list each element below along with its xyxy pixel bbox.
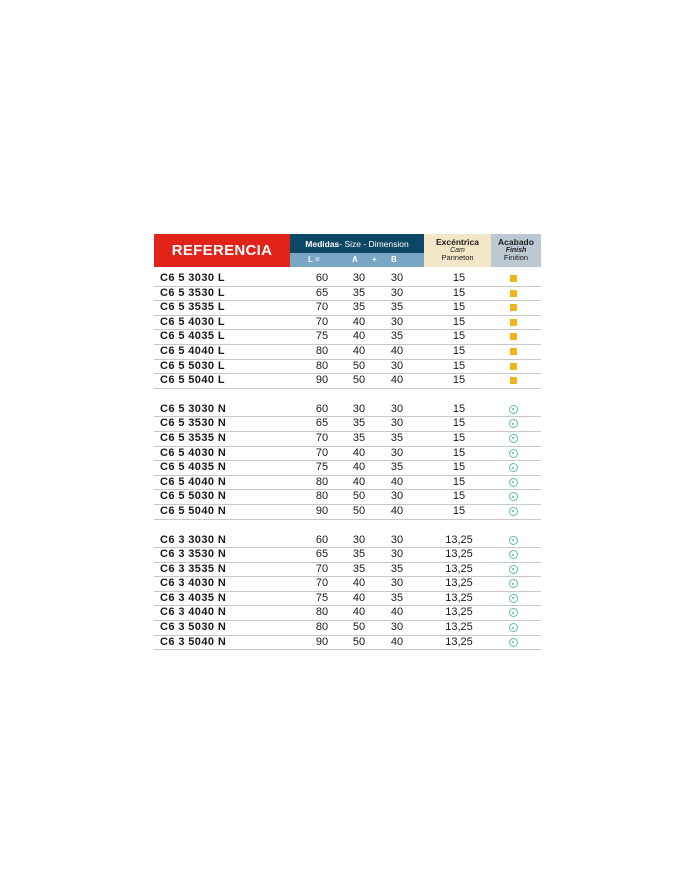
zinc-circle-icon <box>509 550 518 559</box>
cell-a: 50 <box>352 490 366 503</box>
cell-l: 80 <box>315 621 329 634</box>
cell-reference: C6 3 4030 N <box>160 577 227 590</box>
reference-table <box>154 234 541 650</box>
cell-reference: C6 3 5030 N <box>160 621 227 634</box>
cell-l: 70 <box>315 315 329 328</box>
cell-reference: C6 5 3530 N <box>160 417 227 430</box>
table-row <box>154 461 541 476</box>
cell-reference: C6 5 4035 L <box>160 330 225 343</box>
gold-square-icon <box>510 319 517 326</box>
cell-reference: C6 3 3530 N <box>160 548 227 561</box>
header-fin-fr: Finition <box>503 253 529 263</box>
cell-a: 50 <box>352 635 366 648</box>
cell-a: 35 <box>352 286 366 299</box>
gold-square-icon <box>510 333 517 340</box>
cell-b: 30 <box>390 417 404 430</box>
header-col-plus: + <box>372 255 377 264</box>
cell-finish <box>506 447 520 460</box>
cell-a: 50 <box>352 374 366 387</box>
cell-cam: 15 <box>452 461 466 474</box>
cell-finish <box>506 563 520 576</box>
cell-finish <box>506 287 520 300</box>
cell-a: 35 <box>352 417 366 430</box>
table-row <box>154 577 541 592</box>
cell-l: 60 <box>315 533 329 546</box>
cell-b: 30 <box>390 359 404 372</box>
cell-cam: 15 <box>452 301 466 314</box>
gold-square-icon <box>510 377 517 384</box>
cell-reference: C6 5 3535 N <box>160 431 227 444</box>
cell-finish <box>506 577 520 590</box>
cell-l: 60 <box>315 402 329 415</box>
header-cam-fr: Panneton <box>441 253 474 263</box>
cell-b: 40 <box>390 475 404 488</box>
cell-l: 75 <box>315 461 329 474</box>
header-excentrica <box>424 234 491 267</box>
cell-cam: 15 <box>452 344 466 357</box>
cell-b: 30 <box>390 533 404 546</box>
cell-a: 30 <box>352 272 366 284</box>
cell-finish <box>506 316 520 329</box>
header-medidas-bold: Medidas <box>305 238 340 249</box>
table-row <box>154 592 541 607</box>
cell-b: 30 <box>390 402 404 415</box>
cell-a: 30 <box>352 533 366 546</box>
cell-b: 30 <box>390 446 404 459</box>
cell-l: 70 <box>315 562 329 575</box>
cell-l: 80 <box>315 359 329 372</box>
table-row <box>154 636 541 651</box>
header-dimension-columns <box>290 253 424 267</box>
cell-l: 80 <box>315 344 329 357</box>
cell-b: 30 <box>390 286 404 299</box>
zinc-circle-icon <box>509 419 518 428</box>
header-acabado <box>491 234 541 267</box>
zinc-circle-icon <box>509 478 518 487</box>
table-row <box>154 548 541 563</box>
cell-l: 75 <box>315 330 329 343</box>
cell-b: 40 <box>390 635 404 648</box>
zinc-circle-icon <box>509 463 518 472</box>
table-row <box>154 345 541 360</box>
header-cam-es: Excéntrica <box>436 237 479 247</box>
cell-l: 70 <box>315 577 329 590</box>
table-row <box>154 447 541 462</box>
table-row <box>154 432 541 447</box>
row-group <box>154 403 541 520</box>
zinc-circle-icon <box>509 492 518 501</box>
cell-b: 30 <box>390 548 404 561</box>
cell-reference: C6 5 5040 N <box>160 504 227 517</box>
cell-cam: 13,25 <box>445 548 473 561</box>
header-fin-en: Finish <box>505 246 527 254</box>
cell-cam: 13,25 <box>445 591 473 604</box>
cell-finish <box>506 301 520 314</box>
cell-cam: 15 <box>452 330 466 343</box>
cell-l: 80 <box>315 606 329 619</box>
cell-reference: C6 3 3535 N <box>160 562 227 575</box>
cell-finish <box>506 505 520 518</box>
zinc-circle-icon <box>509 507 518 516</box>
cell-a: 30 <box>352 402 366 415</box>
cell-a: 40 <box>352 606 366 619</box>
cell-reference: C6 5 3030 N <box>160 402 227 415</box>
cell-a: 35 <box>352 562 366 575</box>
row-group <box>154 272 541 389</box>
cell-reference: C6 3 3030 N <box>160 533 227 546</box>
cell-finish <box>506 374 520 387</box>
row-group <box>154 534 541 651</box>
table-row <box>154 505 541 520</box>
cell-reference: C6 5 5030 L <box>160 359 225 372</box>
cell-reference: C6 5 3530 L <box>160 286 225 299</box>
cell-l: 70 <box>315 431 329 444</box>
cell-finish <box>506 417 520 430</box>
cell-reference: C6 5 3535 L <box>160 301 225 314</box>
table-row <box>154 606 541 621</box>
gold-square-icon <box>510 348 517 355</box>
cell-b: 35 <box>390 591 404 604</box>
gold-square-icon <box>510 290 517 297</box>
cell-b: 30 <box>390 272 404 284</box>
cell-a: 40 <box>352 591 366 604</box>
cell-a: 50 <box>352 504 366 517</box>
cell-reference: C6 5 4030 N <box>160 446 227 459</box>
cell-a: 50 <box>352 359 366 372</box>
cell-finish <box>506 461 520 474</box>
cell-reference: C6 5 5030 N <box>160 490 227 503</box>
header-col-b: B <box>391 255 397 264</box>
cell-cam: 15 <box>452 490 466 503</box>
cell-finish <box>506 606 520 619</box>
table-body <box>154 272 541 650</box>
cell-cam: 15 <box>452 475 466 488</box>
cell-cam: 15 <box>452 431 466 444</box>
table-row <box>154 403 541 418</box>
table-row <box>154 330 541 345</box>
table-row <box>154 534 541 549</box>
zinc-circle-icon <box>509 594 518 603</box>
cell-l: 80 <box>315 490 329 503</box>
cell-finish <box>506 548 520 561</box>
table-row <box>154 301 541 316</box>
cell-cam: 15 <box>452 272 466 284</box>
cell-cam: 13,25 <box>445 621 473 634</box>
table-row <box>154 360 541 375</box>
cell-a: 40 <box>352 475 366 488</box>
gold-square-icon <box>510 275 517 282</box>
cell-a: 35 <box>352 301 366 314</box>
header-referencia: REFERENCIA <box>154 234 290 267</box>
cell-b: 30 <box>390 490 404 503</box>
cell-b: 40 <box>390 606 404 619</box>
zinc-circle-icon <box>509 434 518 443</box>
cell-reference: C6 5 4040 N <box>160 475 227 488</box>
cell-l: 75 <box>315 591 329 604</box>
cell-cam: 15 <box>452 374 466 387</box>
zinc-circle-icon <box>509 449 518 458</box>
table-row <box>154 563 541 578</box>
cell-finish <box>506 403 520 416</box>
header-col-a: A <box>352 255 358 264</box>
header-medidas-rest: - Size - Dimension <box>339 238 409 249</box>
cell-cam: 15 <box>452 446 466 459</box>
cell-finish <box>506 476 520 489</box>
cell-b: 30 <box>390 315 404 328</box>
cell-finish <box>506 621 520 634</box>
cell-a: 35 <box>352 431 366 444</box>
zinc-circle-icon <box>509 405 518 414</box>
cell-finish <box>506 345 520 358</box>
cell-b: 35 <box>390 562 404 575</box>
cell-finish <box>506 534 520 547</box>
gold-square-icon <box>510 363 517 370</box>
cell-b: 30 <box>390 621 404 634</box>
table-row <box>154 476 541 491</box>
cell-finish <box>506 360 520 373</box>
cell-cam: 15 <box>452 402 466 415</box>
cell-cam: 15 <box>452 504 466 517</box>
header-medidas-title <box>290 234 424 253</box>
cell-reference: C6 5 4040 L <box>160 344 225 357</box>
cell-cam: 13,25 <box>445 635 473 648</box>
cell-b: 35 <box>390 461 404 474</box>
cell-reference: C6 5 4035 N <box>160 461 227 474</box>
cell-reference: C6 5 3030 L <box>160 272 225 284</box>
cell-a: 35 <box>352 548 366 561</box>
cell-l: 70 <box>315 446 329 459</box>
zinc-circle-icon <box>509 565 518 574</box>
cell-reference: C6 5 4030 L <box>160 315 225 328</box>
cell-reference: C6 3 5040 N <box>160 635 227 648</box>
table-row <box>154 316 541 331</box>
zinc-circle-icon <box>509 536 518 545</box>
cell-cam: 13,25 <box>445 533 473 546</box>
cell-a: 40 <box>352 461 366 474</box>
cell-b: 40 <box>390 504 404 517</box>
cell-reference: C6 3 4040 N <box>160 606 227 619</box>
cell-a: 50 <box>352 621 366 634</box>
cell-cam: 13,25 <box>445 606 473 619</box>
cell-b: 35 <box>390 431 404 444</box>
cell-finish <box>506 592 520 605</box>
table-row <box>154 621 541 636</box>
cell-l: 65 <box>315 286 329 299</box>
cell-b: 40 <box>390 374 404 387</box>
cell-a: 40 <box>352 344 366 357</box>
cell-l: 65 <box>315 548 329 561</box>
cell-cam: 15 <box>452 417 466 430</box>
header-cam-en: Cam <box>450 246 465 254</box>
cell-cam: 15 <box>452 315 466 328</box>
cell-finish <box>506 490 520 503</box>
header-fin-es: Acabado <box>498 237 534 247</box>
cell-a: 40 <box>352 330 366 343</box>
cell-cam: 15 <box>452 359 466 372</box>
cell-a: 40 <box>352 577 366 590</box>
cell-a: 40 <box>352 446 366 459</box>
gold-square-icon <box>510 304 517 311</box>
cell-finish <box>506 272 520 285</box>
zinc-circle-icon <box>509 608 518 617</box>
cell-l: 70 <box>315 301 329 314</box>
table-row <box>154 272 541 287</box>
zinc-circle-icon <box>509 579 518 588</box>
cell-cam: 13,25 <box>445 577 473 590</box>
cell-a: 40 <box>352 315 366 328</box>
table-row <box>154 490 541 505</box>
cell-l: 90 <box>315 635 329 648</box>
cell-b: 35 <box>390 301 404 314</box>
cell-finish <box>506 432 520 445</box>
cell-cam: 15 <box>452 286 466 299</box>
cell-reference: C6 3 4035 N <box>160 591 227 604</box>
cell-l: 60 <box>315 272 329 284</box>
cell-l: 65 <box>315 417 329 430</box>
cell-cam: 13,25 <box>445 562 473 575</box>
zinc-circle-icon <box>509 638 518 647</box>
zinc-circle-icon <box>509 623 518 632</box>
cell-b: 30 <box>390 577 404 590</box>
cell-b: 35 <box>390 330 404 343</box>
cell-l: 90 <box>315 374 329 387</box>
cell-finish <box>506 636 520 649</box>
table-row <box>154 374 541 389</box>
table-row <box>154 417 541 432</box>
header-col-l: L = <box>308 255 320 264</box>
header-medidas <box>290 234 424 267</box>
cell-b: 40 <box>390 344 404 357</box>
cell-l: 90 <box>315 504 329 517</box>
cell-l: 80 <box>315 475 329 488</box>
cell-reference: C6 5 5040 L <box>160 374 225 387</box>
cell-finish <box>506 330 520 343</box>
table-header <box>154 234 541 267</box>
table-row <box>154 287 541 302</box>
